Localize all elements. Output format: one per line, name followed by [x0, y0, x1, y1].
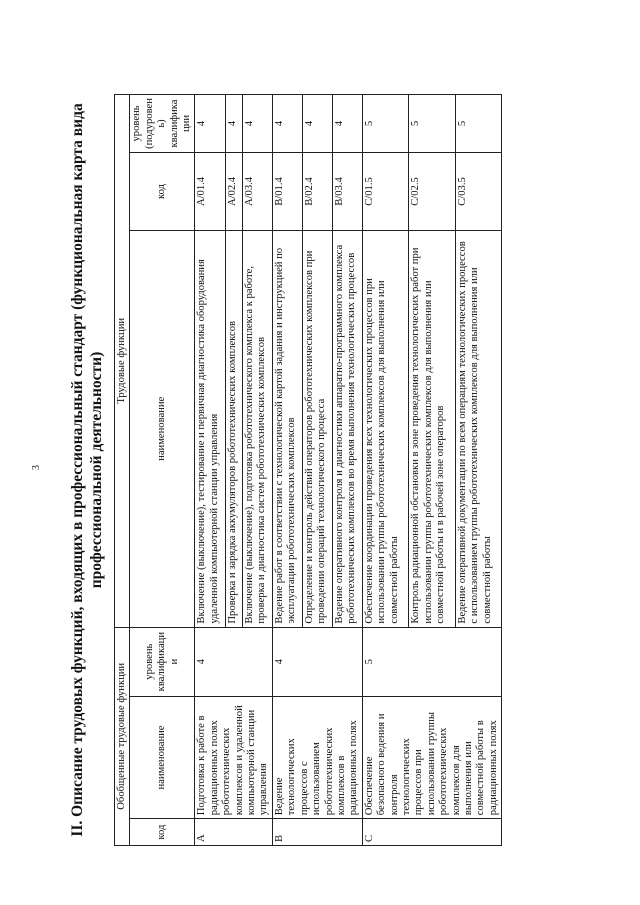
group-code: C [362, 819, 501, 846]
table-row [195, 95, 225, 846]
table-row [362, 95, 408, 846]
function-code: B/03.4 [332, 152, 362, 230]
header-name: наименование [130, 696, 195, 819]
page-number: 3 [31, 465, 42, 470]
section-heading [68, 80, 108, 860]
group-level: 4 [195, 627, 272, 696]
header-generalized-functions: Обобщенные трудовые функции [115, 627, 130, 845]
function-name: Определение и контроль действий операторов робототехнических комплексов при проведении операций технологического процесса [302, 230, 332, 627]
header-tf-name: наименование [130, 230, 195, 627]
function-level: 4 [302, 95, 332, 153]
group-name: Обеспечение безопасного ведения и контроля технологических процессов при использовании группы робототехнических комплексов для выполнения или совместной работы в радиационных полях [362, 696, 501, 819]
group-name: Ведение технологических процессов с использованием робототехнических комплексов в радиационных полях [272, 696, 362, 819]
heading-line-2: профессиональной деятельности) [88, 351, 105, 589]
function-level: 4 [195, 95, 225, 153]
heading-line-1: II. Описание трудовых функций, входящих в профессиональный стандарт (функциональная карта вида [69, 103, 86, 837]
group-code: A [195, 819, 272, 846]
group-name: Подготовка к работе в радиационных полях робототехнических комплексов и удаленной компьютерной станции управления [195, 696, 272, 819]
function-code: A/01.4 [195, 152, 225, 230]
functional-map-table [114, 94, 502, 846]
function-code: C/01.5 [362, 152, 408, 230]
table-row [272, 95, 302, 846]
function-name: Ведение работ в соответствии с технологической картой задания и инструкцией по эксплуатации робототехнических комплексов [272, 230, 302, 627]
function-code: B/01.4 [272, 152, 302, 230]
function-level: 4 [225, 95, 242, 153]
function-name: Включение (выключение), тестирование и первичная диагностика оборудования удаленной компьютерной станции управления [195, 230, 225, 627]
header-tf-code: код [130, 152, 195, 230]
rotated-content [68, 80, 588, 860]
function-code: B/02.4 [302, 152, 332, 230]
function-name: Включение (выключение), подготовка робототехнического комплекса к работе, проверка и диагностика систем робототехнических комплексов [242, 230, 272, 627]
function-code: A/03.4 [242, 152, 272, 230]
function-code: A/02.4 [225, 152, 242, 230]
function-level: 4 [272, 95, 302, 153]
function-name: Обеспечение координации проведения всех технологических процессов при использовании группы робототехнических комплексов для выполнения или совместной работы [362, 230, 408, 627]
function-name: Ведение оперативной документации по всем операциям технологических процессов с использованием группы робототехнических комплексов для выполнения или совместной работы [455, 230, 502, 627]
group-level: 4 [272, 627, 362, 696]
function-level: 5 [455, 95, 502, 153]
function-level: 4 [242, 95, 272, 153]
header-labor-functions: Трудовые функции [115, 95, 130, 628]
function-code: C/03.5 [455, 152, 502, 230]
group-code: B [272, 819, 362, 846]
function-name: Ведение оперативного контроля и диагностики аппаратно-программного комплекса робототехнических комплексов во время выполнения технологических процессов [332, 230, 362, 627]
function-code: C/02.5 [409, 152, 455, 230]
function-name: Проверка и зарядка аккумуляторов робототехнических комплексов [225, 230, 242, 627]
header-tf-level: уровень (подуровень) квалификации [130, 95, 195, 153]
header-level: уровень квалификации [130, 627, 195, 696]
function-level: 4 [332, 95, 362, 153]
function-level: 5 [409, 95, 455, 153]
function-level: 5 [362, 95, 408, 153]
header-code: код [130, 819, 195, 846]
group-level: 5 [362, 627, 501, 696]
function-name: Контроль радиационной обстановки в зоне проведения технологических работ при использовании группы робототехнических комплексов для выполнения или совместной работы и в рабочей зоне операторов [409, 230, 455, 627]
